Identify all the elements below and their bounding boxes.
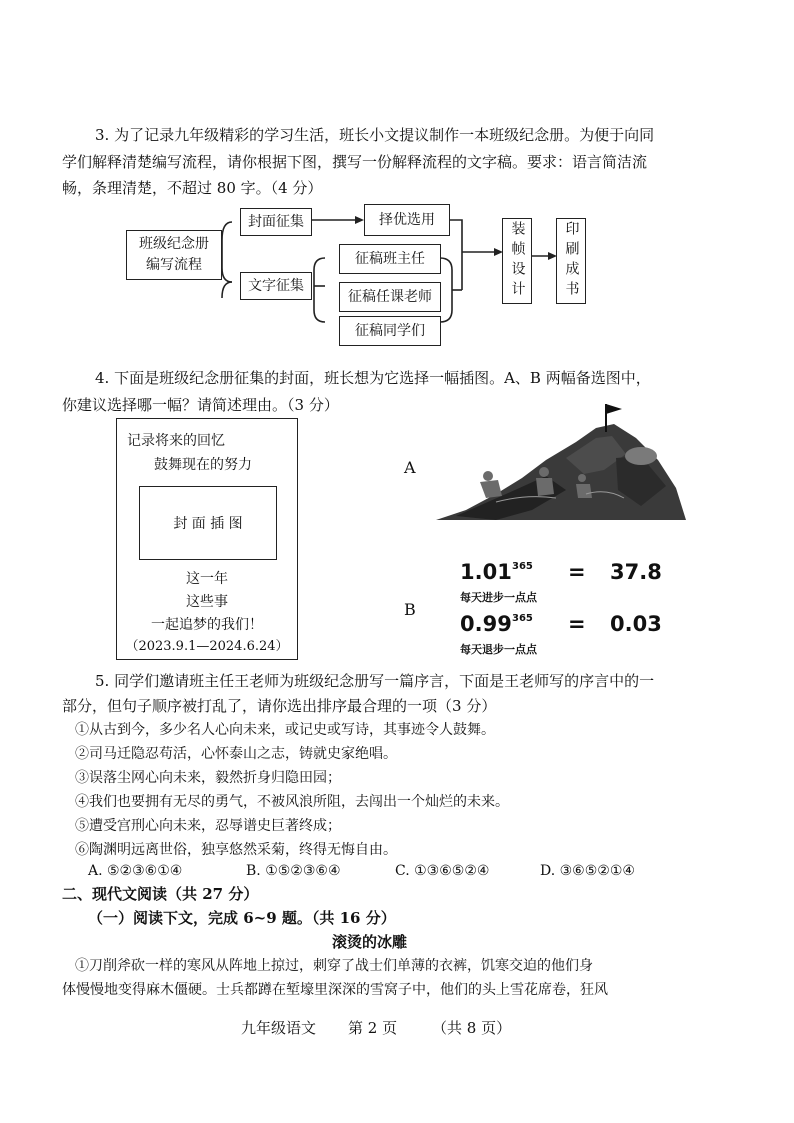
cover-line1: 记录将来的回忆 <box>127 433 225 449</box>
q5-option-c: C. ①③⑥⑤②④ <box>395 863 490 879</box>
formula2-exp: 365 <box>512 613 533 624</box>
footer-subject: 九年级语文 <box>241 1019 317 1037</box>
q3-line2: 学们解释清楚编写流程，请你根据下图，撰写一份解释流程的文字稿。要求：语言简洁流 <box>62 153 648 171</box>
flow-t2-label: 征稿任课老师 <box>348 288 432 305</box>
q3-line3: 畅，条理清楚，不超过 80 字。（4 分） <box>62 179 323 197</box>
formula1-result: 37.8 <box>610 560 662 584</box>
flow-t1-box <box>339 244 441 274</box>
q5-sentence-1: ①从古到今，多少名人心向未来，或记史或写诗，其事迹令人鼓舞。 <box>75 722 495 738</box>
q5-line2: 部分，但句子顺序被打乱了，请你选出排序最合理的一项（3 分） <box>62 697 497 715</box>
q5-sentence-3: ③误落尘网心向未来，毅然折身归隐田园； <box>75 770 341 786</box>
flow-select-label: 择优选用 <box>379 211 435 228</box>
formula1-base: 1.01 <box>460 560 512 584</box>
flow-chart <box>0 0 794 360</box>
q5-sentence-5: ⑤遭受宫刑心向未来，忍辱谱史巨著终成； <box>75 818 341 834</box>
section2-subheading: （一）阅读下文，完成 6~9 题。（共 16 分） <box>88 909 396 927</box>
cover-mockup <box>116 418 298 660</box>
flow-root-line2: 编写流程 <box>146 257 202 273</box>
flow-t3-label: 征稿同学们 <box>355 322 425 339</box>
illustration-b-formula <box>460 560 700 660</box>
flow-cover-label: 封面征集 <box>248 213 304 230</box>
flow-t2-box <box>339 282 441 312</box>
flow-t3-box <box>339 316 441 346</box>
flow-t1-label: 征稿班主任 <box>355 250 425 267</box>
cover-line6: （2023.9.1—2024.6.24） <box>125 639 289 654</box>
q4-line2: 你建议选择哪一幅？请简述理由。（3 分） <box>62 396 339 414</box>
option-b-label: B <box>404 600 416 619</box>
q5-sentence-6: ⑥陶渊明远离世俗，独享悠然采菊，终得无悔自由。 <box>75 842 397 858</box>
formula1-exp: 365 <box>512 561 533 572</box>
passage-paragraph-line2: 体慢慢地变得麻木僵硬。士兵都蹲在堑壕里深深的雪窝子中，他们的头上雪花席卷，狂风 <box>62 982 608 998</box>
flow-select-box <box>364 204 450 236</box>
cover-line2: 鼓舞现在的努力 <box>154 457 252 473</box>
formula2-base: 0.99 <box>460 612 512 636</box>
q5-option-a: A. ⑤②③⑥①④ <box>88 863 183 879</box>
cover-line4: 这些事 <box>186 594 228 610</box>
q5-line1: 5. 同学们邀请班主任王老师为班级纪念册写一篇序言，下面是王老师写的序言中的一 <box>95 672 655 690</box>
q5-option-b: B. ①⑤②③⑥④ <box>246 863 341 879</box>
formula2-result: 0.03 <box>610 612 662 636</box>
q3-line1: 3. 为了记录九年级精彩的学习生活，班长小文提议制作一本班级纪念册。为便于向同 <box>95 126 655 144</box>
q5-sentence-2: ②司马迁隐忍苟活，心怀泰山之志，铸就史家绝唱。 <box>75 746 397 762</box>
footer-page: 第 2 页 <box>348 1019 398 1037</box>
option-a-label: A <box>404 458 416 477</box>
q4-line1: 4. 下面是班级纪念册征集的封面，班长想为它选择一幅插图。A、B 两幅备选图中， <box>95 369 651 387</box>
flow-print-box <box>556 218 586 304</box>
cover-placeholder-label: 封 面 插 图 <box>173 516 243 532</box>
flow-bind-label: 装帧设计 <box>509 221 526 301</box>
passage-title: 滚烫的冰雕 <box>332 933 408 951</box>
flow-root-line1: 班级纪念册 <box>139 236 209 252</box>
formula2-eq: = <box>568 612 586 636</box>
illustration-a-mountain-climbers <box>436 398 686 522</box>
flow-text-label: 文字征集 <box>248 277 304 294</box>
cover-illustration-placeholder <box>139 486 277 560</box>
cover-line5: 一起追梦的我们！ <box>151 617 263 633</box>
footer-total: （共 8 页） <box>432 1019 512 1037</box>
cover-line3: 这一年 <box>186 571 228 587</box>
flow-root-box <box>126 230 222 280</box>
flow-bind-box <box>502 218 532 304</box>
formula1-caption: 每天进步一点点 <box>460 591 537 604</box>
flow-cover-box <box>240 208 312 236</box>
q5-sentence-4: ④我们也要拥有无尽的勇气，不被风浪所阻，去闯出一个灿烂的未来。 <box>75 794 509 810</box>
flow-text-box <box>240 272 312 300</box>
passage-paragraph-line1: ①刀削斧砍一样的寒风从阵地上掠过，刺穿了战士们单薄的衣裤，饥寒交迫的他们身 <box>75 958 593 974</box>
formula2-caption: 每天退步一点点 <box>460 643 537 656</box>
q5-option-d: D. ③⑥⑤②①④ <box>540 863 635 879</box>
section2-heading: 二、现代文阅读（共 27 分） <box>62 885 259 903</box>
flow-print-label: 印刷成书 <box>563 221 580 301</box>
formula1-eq: = <box>568 560 586 584</box>
